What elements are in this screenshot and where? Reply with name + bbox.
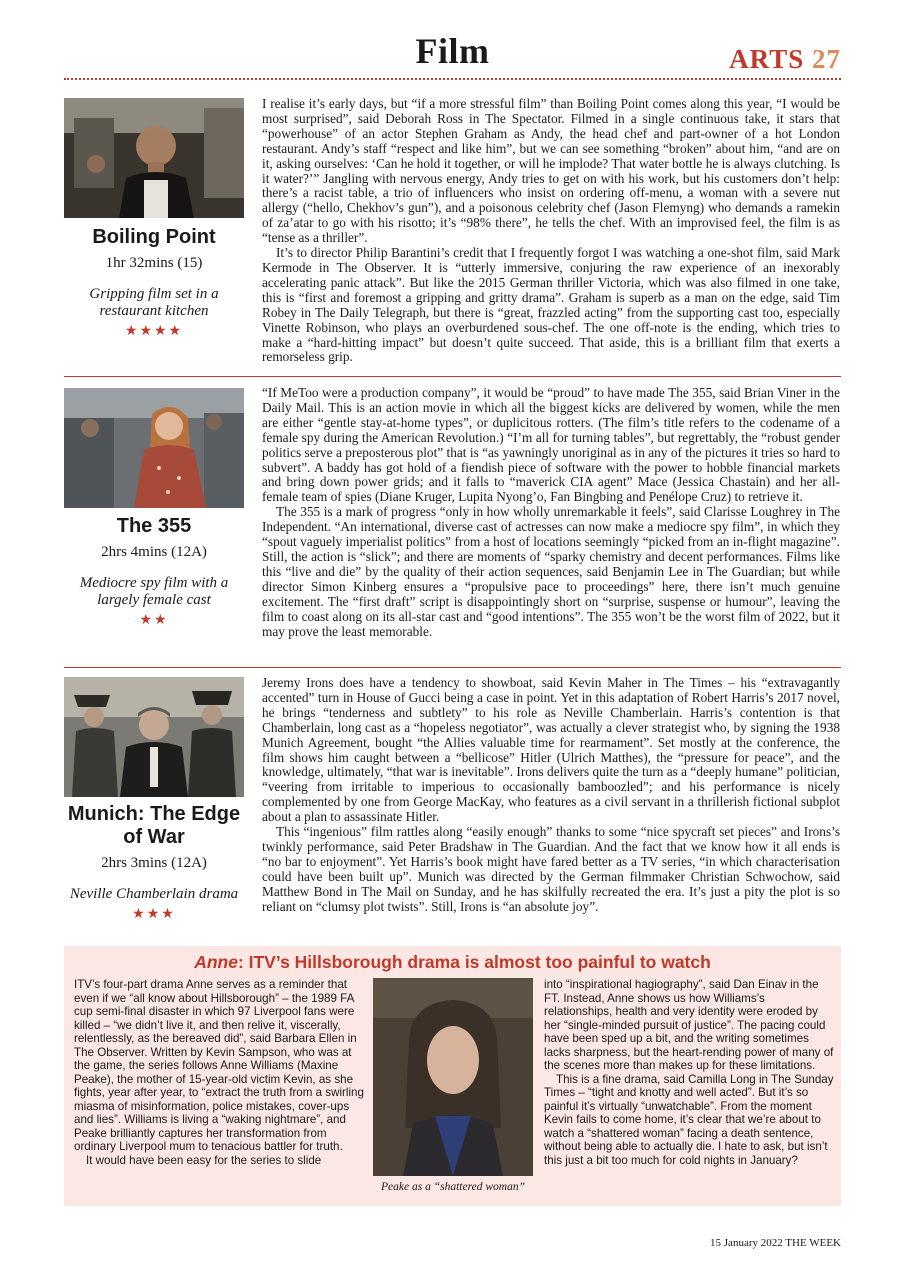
- film-description: Gripping film set in a restaurant kitchen: [89, 286, 219, 319]
- feature-title: [64, 952, 841, 973]
- feature-title-italic: Anne: [194, 952, 238, 972]
- page-number: 27: [812, 44, 841, 74]
- review-paragraph: I realise it’s early days, but “if a more stressful film” than Boiling Point comes along this year, “I would be most surprised”, said Deborah Ross in The Spectator. Filmed in a single continuous take, it stars that “powerhouse” of an actor Stephen Graham as Andy, the head chef and part-owner of a hot London restaurant. Andy’s staff “respect and like him”, but we can see something “broken” about him, “and are on it, asking ourselves: ‘Can he hold it together, or will he implode? That water bottle he is always clutching. Is it water?’” Jangling with nervous energy, Andy tries to get on with his work, but his customers don’t help: there’s a racist table, a trio of influencers who insist on ordering off-menu, a woman with a severe nut allergy (“hello, Chekhov’s gun”), and a poisonous celebrity chef (Jason Flemyng) who demands a ramekin of za’atar to go with his risotto; it’s “98% there”, he tells the chef. With an improvised feel, the film is as “tense as a thriller”.: [262, 96, 840, 246]
- review-paragraph: Jeremy Irons does have a tendency to showboat, said Kevin Maher in The Times – his “extravagantly accented” turn in House of Gucci being a case in point. Yet in this adaptation of Robert Harris’s 2017 novel, he brings “tenderness and subtlety” to his role as Neville Chamberlain. Harris’s contention is that Chamberlain, long cast as a “hopeless negotiator”, was actually a clever strategist who, by signing the 1938 Munich Agreement, bought “the Allies valuable time for rearmament”. Set mostly at the conference, the film shows him caught between a “bellicose” Hitler (Ulrich Matthes), the “pressure for peace”, and the knowledge, ultimately, “that war is inevitable”. Irons delivers quite the turn as a “deeply humane” politician, “veering from irritable to imperious to occasionally bamboozled”; and his performance is nicely complemented by one from George MacKay, who features as a civil servant in a thrillerish fictional subplot about a plan to assassinate Hitler.: [262, 675, 840, 825]
- feature-paragraph: It would have been easy for the series to slide: [86, 1153, 322, 1167]
- star-rating: ★★★★: [124, 324, 184, 339]
- section-word: ARTS: [729, 44, 805, 74]
- film-description: Neville Chamberlain drama: [69, 886, 239, 902]
- feature-paragraph: ITV’s four-part drama Anne serves as a reminder that even if we “all know about Hillsborough” – the 1989 FA cup semi-final disaster in which 97 Liverpool fans were killed – “we didn’t live it, and then relive it, viscerally, relentlessly, as the bereaved did”, said Barbara Ellen in The Observer. Written by Kevin Sampson, who was at the game, the series follows Anne Williams (Maxine Peake), the mother of 15-year-old victim Kevin, as she fights, year after year, to “extract the truth from a swirling miasma of misinformation, police mistakes, cover-ups and lies”. Williams is living a “waking nightmare”, and Peake brilliantly captures her transformation from ordinary Liverpool mum to tenacious battler for truth.: [74, 978, 364, 1153]
- feature-paragraph: into “inspirational hagiography”, said Dan Einav in the FT. Instead, Anne shows us how Williams’s relationships, health and very identity were eroded by her “single-minded pursuit of justice”. The pacing could have been sped up a bit, and the writing sometimes lacks sharpness, but the heart-rending power of many of the scenes more than makes up for these limitations.: [544, 978, 834, 1072]
- section-label: [729, 44, 841, 75]
- film-info-boiling-point: [64, 226, 244, 340]
- star-rating: ★★: [139, 613, 169, 628]
- page-title: Film: [415, 31, 490, 71]
- film-info-munich: [64, 803, 244, 923]
- munich-photo: [64, 677, 244, 797]
- divider: [64, 667, 841, 668]
- review-the-355: [262, 386, 840, 639]
- photo-caption: Peake as a “shattered woman”: [381, 1181, 525, 1193]
- header-dotted-rule: [64, 78, 841, 80]
- film-title: Boiling Point: [92, 226, 216, 248]
- footer-dateline: 15 January 2022 THE WEEK: [710, 1237, 841, 1249]
- review-munich: [262, 676, 840, 915]
- film-description: Mediocre spy film with a largely female cast: [79, 575, 229, 608]
- film-duration: 1hr 32mins (15): [105, 255, 203, 271]
- feature-paragraph: This is a fine drama, said Camilla Long in The Sunday Times – “tight and knotty and well acted”. But it’s so painful it’s virtually “unwatchable”. From the moment Kevin fails to come home, it’s clear that we’re about to watch a “shattered woman” facing a death sentence, without being able to actually die. I hate to ask, but isn’t this just a bit too much for cold nights in January?: [544, 1072, 834, 1167]
- review-paragraph: It’s to director Philip Barantini’s credit that I frequently forgot I was watching a one-shot film, said Mark Kermode in The Observer. It is “utterly immersive, conjuring the raw experience of an inexorably accelerating panic attack”. But like the 2015 German thriller Victoria, which was also filmed in one take, this is “first and foremost a gripping and gritty drama”. Graham is superb as a man on the edge, said Tim Robey in The Daily Telegraph, but there is “great, frazzled acting” from the supporting cast too, especially Vinette Robinson, who plays an overburdened sous-chef. The one off-note is the ending, which tries to make a “hard-hitting impact” but doesn’t quite succeed. That aside, this is a brilliant film that exerts a remorseless grip.: [262, 245, 840, 365]
- film-title: Munich: The Edge of War: [67, 803, 241, 848]
- review-boiling-point: [262, 97, 840, 365]
- feature-title-rest: : ITV’s Hillsborough drama is almost too painful to watch: [237, 952, 711, 972]
- review-paragraph: This “ingenious” film rattles along “easily enough” thanks to some “nice spycraft set pieces” and Irons’s twinkly performance, said Peter Bradshaw in The Guardian. And the fact that we know how it all ends is “no bar to enjoyment”. Yet Harris’s book might have fared better as a TV series, “in which characterisation could have been built up”. Munich was directed by the German filmmaker Christian Schwochow, said Matthew Bond in The Mail on Sunday, and he has skilfully recreated the era. It’s just a pity the plot is so reliant on “clumsy plot twists”. Still, Irons is “an absolute joy”.: [262, 824, 840, 914]
- review-paragraph: “If MeToo were a production company”, it would be “proud” to have made The 355, said Brian Viner in the Daily Mail. This is an action movie in which all the biggest kicks are delivered by women, while the men are either “gentle stay-at-home types”, or duplicitous rotters. (The film’s title refers to the codename of a female spy during the American Revolution.) “I’m all for turning tables”, but regrettably, the “robust gender politics serve a preposterous plot” that is “as yawningly unoriginal as in any of the pictures it tries so hard to subvert”. A baddy has got hold of a fiendish piece of software with the power to hobble financial markets and bring down power grids; and it falls to “maverick CIA agent” Mace (Jessica Chastain) and her all-female team of spies (Diane Kruger, Lupita Nyong’o, Fan Bingbing and Penélope Cruz) to retrieve it.: [262, 385, 840, 505]
- film-duration: 2hrs 3mins (12A): [101, 855, 207, 871]
- boiling-point-photo: [64, 98, 244, 218]
- review-paragraph: The 355 is a mark of progress “only in how wholly unremarkable it feels”, said Clarisse Loughrey in The Independent. “An international, diverse cast of actresses can now make a mediocre spy film”, in which they “spout vaguely imperialist politics” from a host of locations seemingly “picked from an in-flight magazine”. Still, the action is “slick”; and there are moments of “sparky chemistry and decent performances. Films like this “live and die” by the quality of their action sequences, said Benjamin Lee in The Guardian; but while director Simon Kinberg ensures a “propulsive pace to proceedings” here, there isn’t much genuine excitement. The “first draft” script is disappointingly short on “surprise, suspense or humour”, leaving the film to coast along on its all-star cast and “good intentions”. The 355 won’t be the worst film of 2022, but it may prove the least memorable.: [262, 504, 840, 639]
- feature-column-right: [544, 978, 834, 1167]
- star-rating: ★★★: [132, 907, 176, 922]
- feature-column-left: [74, 978, 364, 1167]
- anne-photo: [373, 978, 533, 1176]
- film-info-the-355: [64, 515, 244, 629]
- film-title: The 355: [116, 515, 192, 537]
- the-355-photo: [64, 388, 244, 508]
- divider: [64, 376, 841, 377]
- film-duration: 2hrs 4mins (12A): [101, 544, 207, 560]
